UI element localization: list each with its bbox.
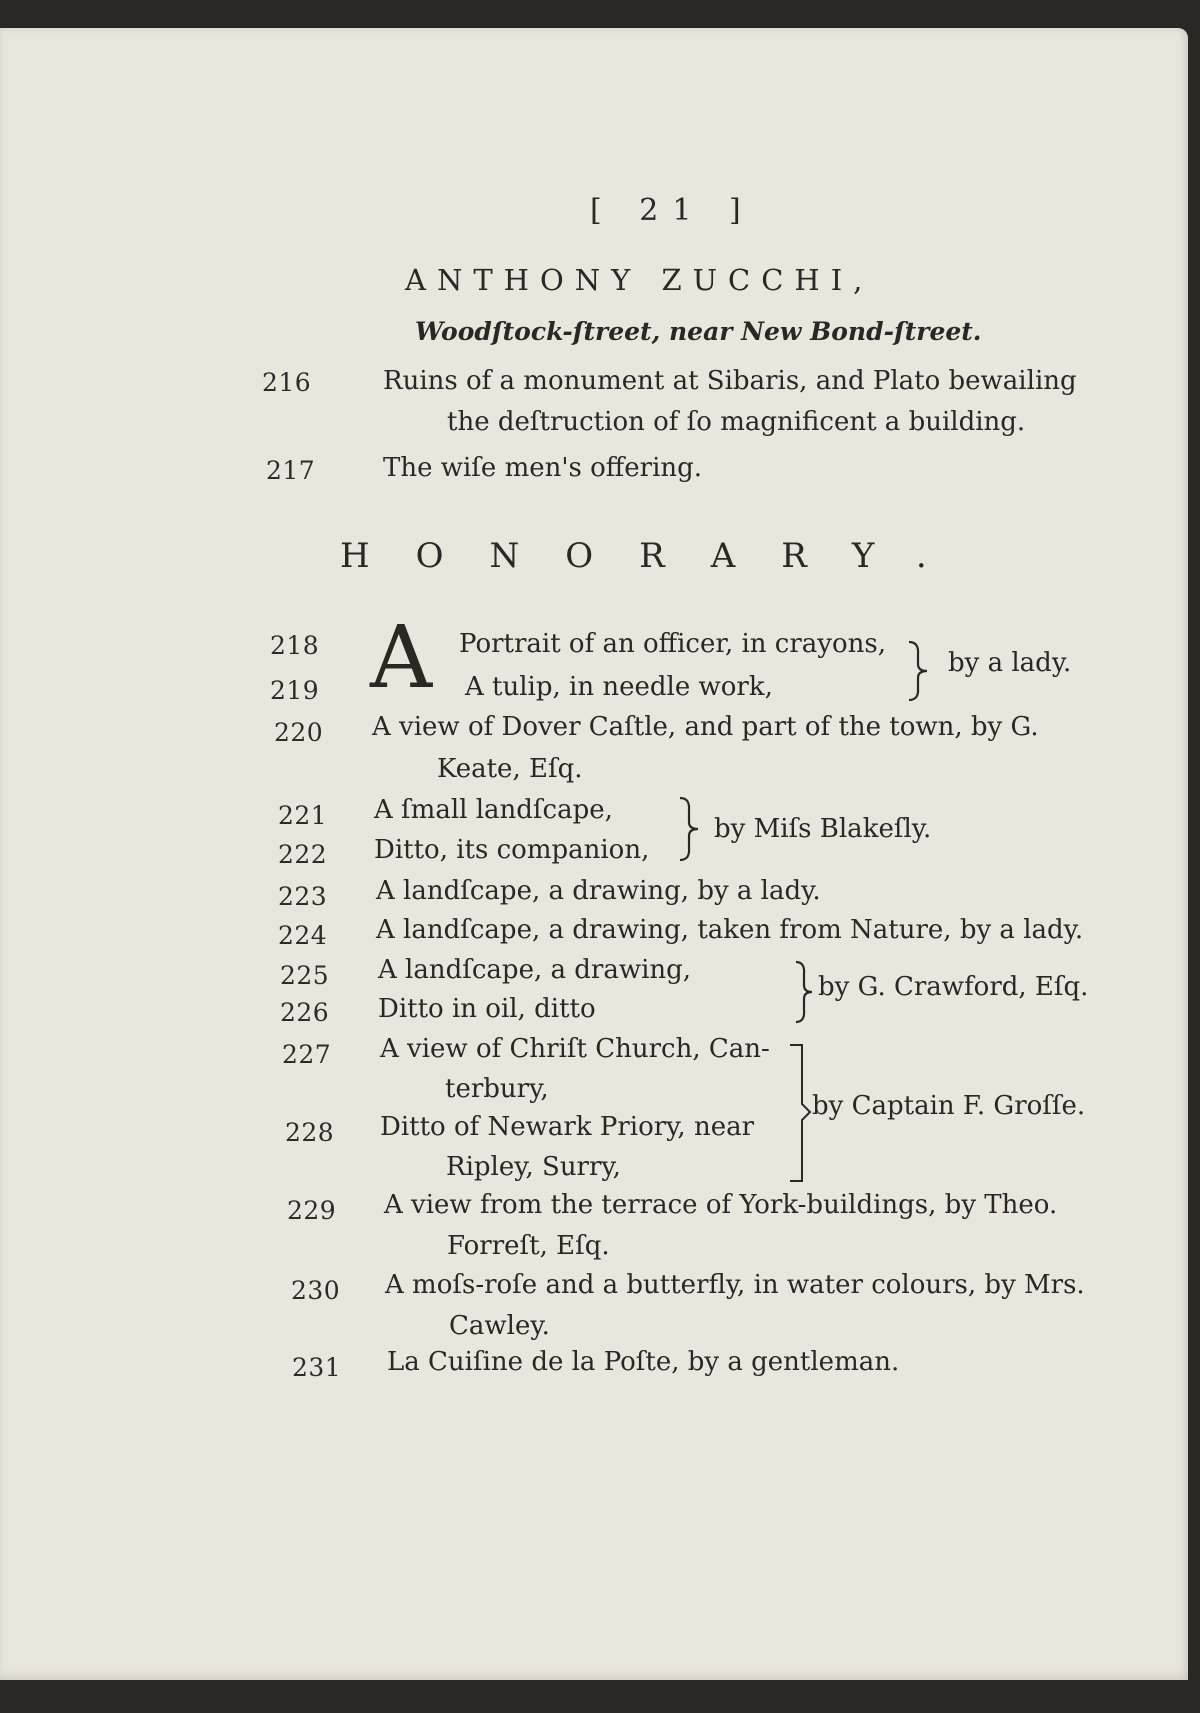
entry-text-continued: Cawley. xyxy=(449,1311,550,1341)
entry-text: Ruins of a monument at Sibaris, and Plato bewailing xyxy=(383,366,1077,396)
entry-text: A tulip, in needle work, xyxy=(465,672,773,702)
entry-text: Ditto of Newark Priory, near xyxy=(380,1112,755,1142)
entry-number: 224 xyxy=(278,921,328,950)
entry-text: A landſcape, a drawing, taken from Nature, by a lady. xyxy=(376,915,1084,945)
entry-text: Ditto in oil, ditto xyxy=(378,994,596,1024)
page-number: [ 21 ] xyxy=(590,193,755,228)
entry-number: 216 xyxy=(262,368,312,397)
entry-number: 231 xyxy=(292,1353,342,1382)
entry-number: 230 xyxy=(291,1276,341,1305)
entry-number: 226 xyxy=(280,998,330,1027)
brace xyxy=(676,796,702,866)
entry-text-continued: Keate, Eſq. xyxy=(437,754,583,784)
entry-text-continued: terbury, xyxy=(445,1074,549,1104)
entry-number: 225 xyxy=(280,961,330,990)
entry-number: 229 xyxy=(287,1196,337,1225)
attribution: by a lady. xyxy=(948,648,1072,678)
entry-text: A landſcape, a drawing, xyxy=(378,955,692,985)
entry-text: A moſs-roſe and a butterfly, in water colours, by Mrs. xyxy=(385,1270,1085,1300)
entry-number: 218 xyxy=(270,631,320,660)
brace xyxy=(905,640,931,706)
entry-text: A view from the terrace of York-buildings, by Theo. xyxy=(384,1190,1058,1220)
entry-text: A landſcape, a drawing, by a lady. xyxy=(376,876,821,906)
entry-number: 228 xyxy=(285,1118,335,1147)
entry-text: A ſmall landſcape, xyxy=(374,795,613,825)
entry-text: A view of Dover Caſtle, and part of the town, by G. xyxy=(372,712,1039,742)
entry-text: The wiſe men's offering. xyxy=(383,453,703,483)
artist-name: ANTHONY ZUCCHI, xyxy=(405,263,874,297)
entry-number: 222 xyxy=(278,840,328,869)
section-title: HONORARY. xyxy=(340,536,973,576)
entry-text: Ditto, its companion, xyxy=(374,835,650,865)
entry-text-continued: the deſtruction of ſo magnificent a building. xyxy=(447,407,1026,437)
entry-number: 227 xyxy=(282,1040,332,1069)
drop-cap: A xyxy=(370,608,433,708)
catalogue-page xyxy=(0,28,1188,1680)
attribution: by G. Crawford, Eſq. xyxy=(818,972,1089,1002)
brace xyxy=(792,960,816,1028)
entry-number: 220 xyxy=(274,718,324,747)
entry-text: La Cuiſine de la Poſte, by a gentleman. xyxy=(387,1347,900,1377)
entry-number: 217 xyxy=(266,456,316,485)
entry-number: 219 xyxy=(270,676,320,705)
entry-text-continued: Ripley, Surry, xyxy=(446,1152,621,1182)
entry-number: 223 xyxy=(278,882,328,911)
artist-address: Woodſtock-ſtreet, near New Bond-ſtreet. xyxy=(415,317,982,346)
entry-number: 221 xyxy=(278,801,328,830)
entry-text: A view of Chriſt Church, Can- xyxy=(380,1034,770,1064)
entry-text: Portrait of an officer, in crayons, xyxy=(459,629,886,659)
bracket xyxy=(788,1042,814,1188)
attribution: by Miſs Blakeſly. xyxy=(714,814,932,844)
attribution: by Captain F. Groſſe. xyxy=(812,1091,1086,1121)
entry-text-continued: Forreſt, Eſq. xyxy=(447,1231,610,1261)
